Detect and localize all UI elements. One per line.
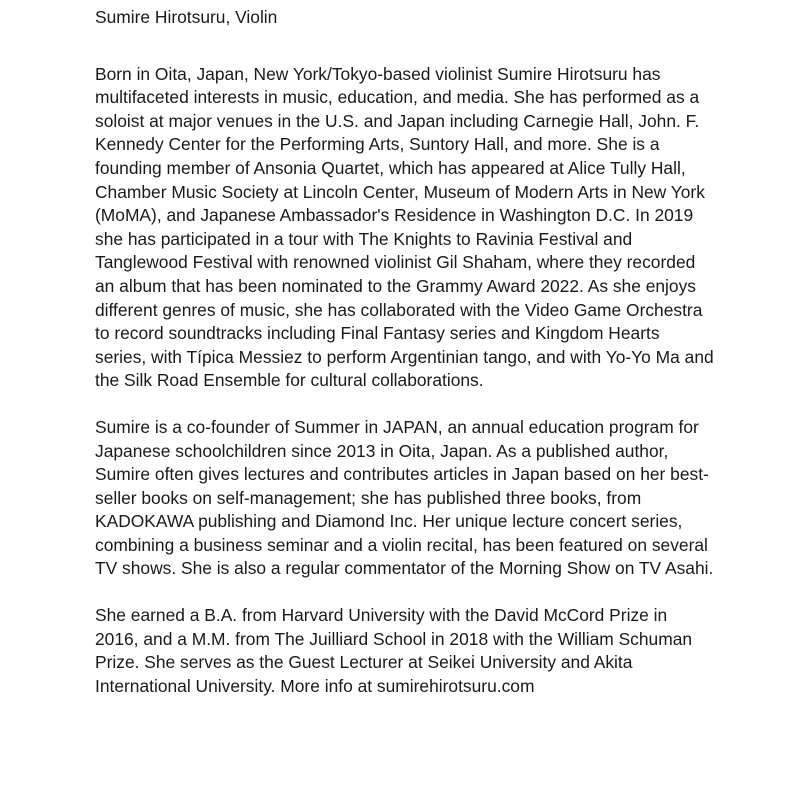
bio-paragraph-education-author: Sumire is a co-founder of Summer in JAPAN, an annual education program for Japanese schoolchildren since 2013 in Oita, Japan. As a published author, Sumire often gives lectures and contributes articles in Japan based on her best-seller books on self-management; she has published three books, from KADOKAWA publishing and Diamond Inc. Her unique lecture concert series, combining a business seminar and a violin recital, has been featured on several TV shows. She is also a regular commentator of the Morning Show on TV Asahi. xyxy=(95,416,714,579)
bio-paragraph-degrees: She earned a B.A. from Harvard University with the David McCord Prize in 2016, and a M.M. from The Juilliard School in 2018 with the William Schuman Prize. She serves as the Guest Lecturer at Seikei University and Akita International University. More info at sumirehirotsuru.com xyxy=(95,605,693,696)
document-title: Sumire Hirotsuru, Violin xyxy=(95,7,278,27)
document-page xyxy=(95,6,715,698)
bio-paragraph-career: Born in Oita, Japan, New York/Tokyo-based violinist Sumire Hirotsuru has multifaceted interests in music, education, and media. She has performed as a soloist at major venues in the U.S. and Japan including Carnegie Hall, John. F. Kennedy Center for the Performing Arts, Suntory Hall, and more. She is a founding member of Ansonia Quartet, which has appeared at Alice Tully Hall, Chamber Music Society at Lincoln Center, Museum of Modern Arts in New York (MoMA), and Japanese Ambassador's Residence in Washington D.C. In 2019 she has participated in a tour with The Knights to Ravinia Festival and Tanglewood Festival with renowned violinist Gil Shaham, where they recorded an album that has been nominated to the Grammy Award 2022. As she enjoys different genres of music, she has collaborated with the Video Game Orchestra to record soundtracks including Final Fantasy series and Kingdom Hearts series, with Típica Messiez to perform Argentinian tango, and with Yo-Yo Ma and the Silk Road Ensemble for cultural collaborations. xyxy=(95,63,714,391)
